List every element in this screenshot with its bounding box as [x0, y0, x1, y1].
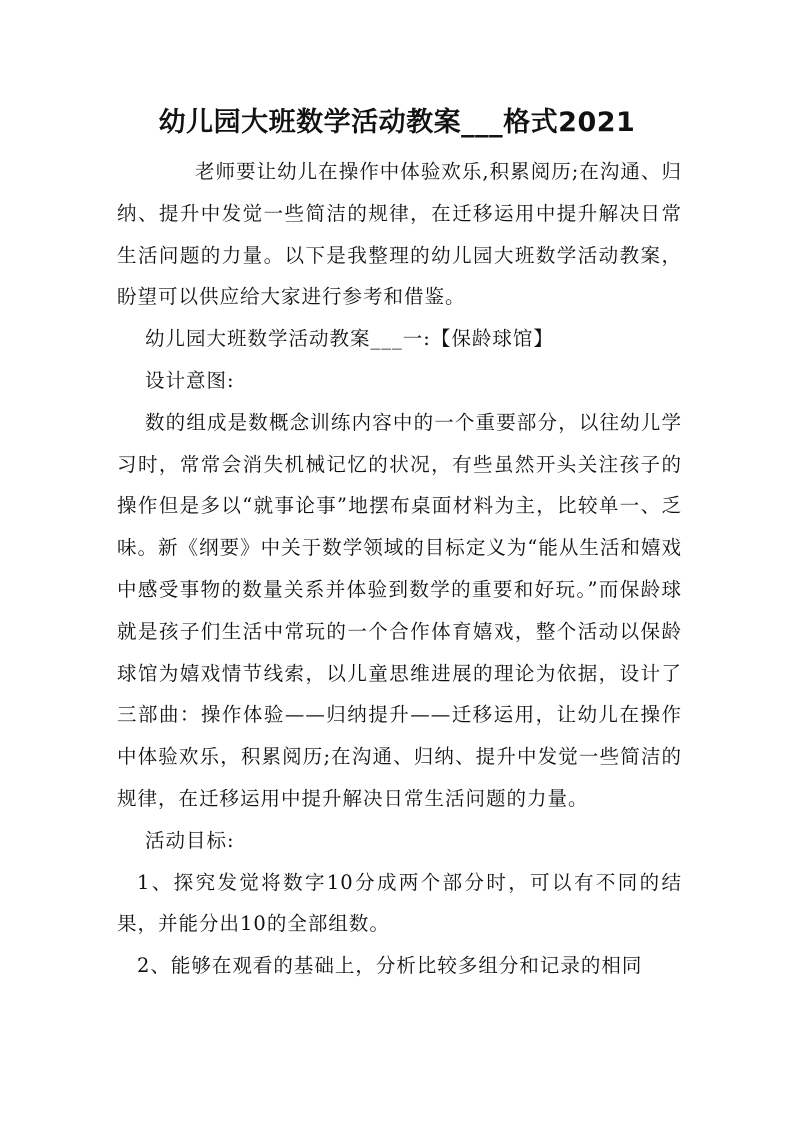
intro-paragraph: 老师要让幼儿在操作中体验欢乐,积累阅历;在沟通、归纳、提升中发觉一些简洁的规律，在迁移运用中提升解决日常生活问题的力量。以下是我整理的幼儿园大班数学活动教案，盼望可以供应给大家进行参考和借鉴。: [117, 160, 682, 309]
activity-goals-label: 活动目标:: [145, 828, 235, 852]
goal-item-2: 2、能够在观看的基础上，分析比较多组分和记录的相同: [137, 954, 643, 978]
design-intent-paragraph: 数的组成是数概念训练内容中的一个重要部分，以往幼儿学习时，常常会消失机械记忆的状况，有些虽然开头关注孩子的操作但是多以“就事论事”地摆布桌面材料为主，比较单一、乏味。新《纲要》中关于数学领域的目标定义为“能从生活和嬉戏中感受事物的数量关系并体验到数学的重要和好玩。”而保龄球就是孩子们生活中常玩的一个合作体育嬉戏，整个活动以保龄球馆为嬉戏情节线索，以儿童思维进展的理论为依据，设计了三部曲：操作体验——归纳提升——迁移运用，让幼儿在操作中体验欢乐，积累阅历;在沟通、归纳、提升中发觉一些简洁的规律，在迁移运用中提升解决日常生活问题的力量。: [117, 410, 682, 810]
document-body: [117, 151, 682, 987]
section-heading: 幼儿园大班数学活动教案___一:【保龄球馆】: [145, 327, 554, 351]
goal-item-1: 1、探究发觉将数字10分成两个部分时，可以有不同的结果，并能分出10的全部组数。: [117, 870, 682, 936]
design-intent-label: 设计意图:: [145, 368, 235, 392]
document-title: 幼儿园大班数学活动教案___格式2021: [158, 107, 636, 138]
